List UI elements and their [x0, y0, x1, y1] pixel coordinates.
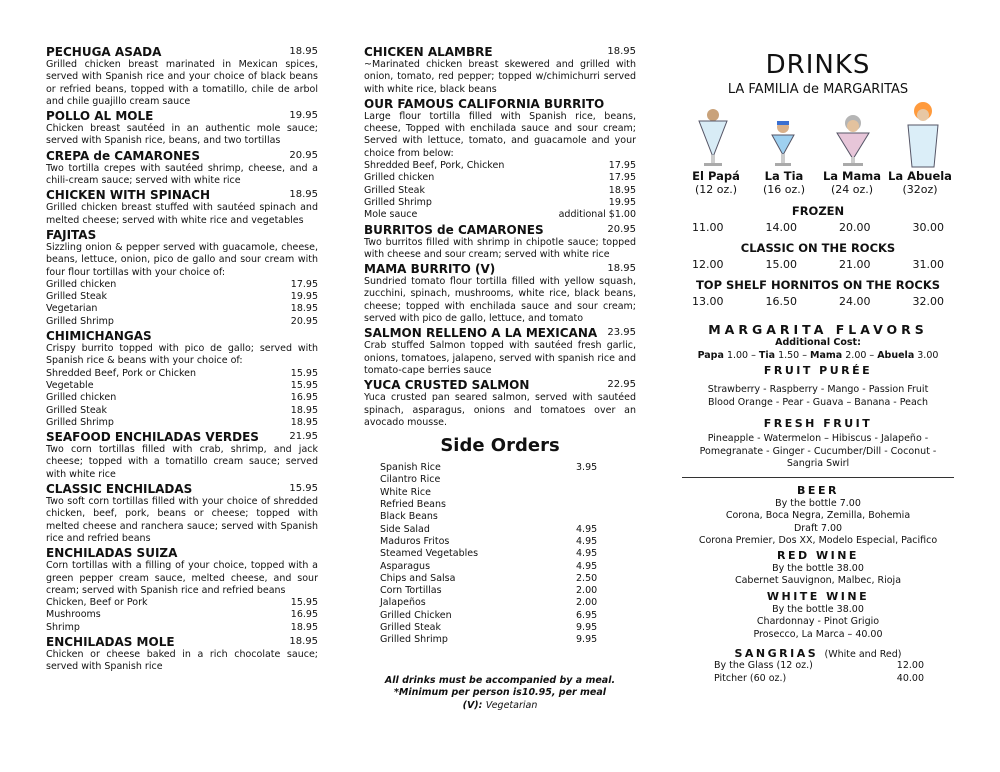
glass-size: [886, 169, 954, 197]
menu-item-name: CHICKEN ALAMBRE: [364, 45, 493, 59]
menu-item-price: 20.95: [607, 223, 636, 235]
menu-item-name: YUCA CRUSTED SALMON: [364, 378, 530, 393]
side-order-row: [380, 462, 616, 474]
menu-item-option: [46, 303, 318, 315]
side-orders-title: Side Orders: [440, 435, 560, 457]
menu-item-option: [46, 316, 318, 328]
glass-size-oz: (16 oz.): [762, 183, 806, 196]
fresh-line-1: Pineapple - Watermelon – Hibiscus - Jalapeño -: [707, 433, 929, 444]
option-price: 17.95: [608, 160, 636, 172]
additional-cost-price: 1.00: [726, 349, 749, 361]
option-label: Grilled Steak: [46, 291, 108, 303]
margarita-flavors-title: MARGARITA FLAVORS: [708, 322, 928, 337]
side-order-row: [380, 561, 616, 573]
menu-item-header: [46, 188, 318, 202]
tia-glass-icon: [758, 119, 808, 169]
beer-title: BEER: [797, 483, 839, 497]
menu-item-name: CREPA de CAMARONES: [46, 148, 200, 163]
menu-item-description: ~Marinated chicken breast skewered and grilled with onion, tomato, red pepper; topped w/chimichurri served with white rice, black beans: [364, 59, 636, 95]
option-label: Grilled chicken: [46, 392, 117, 404]
tier-price: 20.00: [839, 221, 871, 234]
menu-item-option: [46, 279, 318, 291]
side-order-row: [380, 524, 616, 536]
menu-item-name: SEAFOOD ENCHILADAS VERDES: [46, 430, 259, 445]
side-order-name: Chips and Salsa: [380, 572, 456, 584]
menu-item-price: 15.95: [289, 483, 318, 495]
option-price: 19.95: [290, 291, 318, 303]
red-line-1: By the bottle 38.00: [772, 562, 864, 574]
menu-item-description: Chicken or cheese baked in a rich chocolate sauce; served with Spanish rice: [46, 648, 318, 673]
beer-line-3: Draft 7.00: [793, 522, 843, 534]
menu-item-option: [46, 597, 318, 609]
menu-item-description: Large flour tortilla filled with Spanish rice, beans, cheese, Topped with enchilada sauce and sour cream; Served with lettuce, tomato, and guacamole and your choice from below:: [364, 110, 636, 159]
option-label: Grilled Steak: [46, 404, 108, 416]
note-minimum: *Minimum per person is10.95, per meal: [393, 687, 607, 699]
option-price: 18.95: [290, 404, 318, 416]
fresh-fruit-title: FRESH FRUIT: [763, 417, 873, 430]
menu-item-description: Two tortilla crepes with sautéed shrimp, cheese, and a chili-cream sauce; served with white rice: [46, 162, 318, 187]
tier-prices: [682, 258, 954, 271]
menu-item-name: ENCHILADAS SUIZA: [46, 546, 178, 561]
option-label: Shrimp: [46, 621, 80, 633]
menu-item-option: [46, 622, 318, 634]
side-order-price: [576, 511, 616, 523]
tier-label: FROZEN: [791, 204, 845, 218]
side-order-row: [380, 573, 616, 585]
menu-item-name: FAJITAS: [46, 227, 97, 242]
menu-item-price: 21.95: [289, 431, 318, 443]
menu-item-name: OUR FAMOUS CALIFORNIA BURRITO: [364, 96, 605, 111]
option-label: Grilled chicken: [46, 278, 117, 290]
side-order-row: [380, 474, 616, 486]
side-order-name: Cilantro Rice: [380, 474, 441, 486]
sangria-row: [682, 673, 954, 686]
margarita-glasses: [682, 101, 954, 169]
beer-line-1: By the bottle 7.00: [775, 497, 861, 509]
option-label: Grilled Shrimp: [46, 315, 114, 327]
option-label: Grilled Shrimp: [46, 416, 114, 428]
menu-item-name: SALMON RELLENO A LA MEXICANA: [364, 326, 598, 341]
tier-price: 16.50: [765, 295, 797, 308]
menu-item-option: [364, 197, 636, 209]
side-order-price: [576, 487, 616, 499]
option-price: 15.95: [290, 367, 318, 379]
sangria-prices: [682, 660, 954, 685]
glass-size: [750, 169, 818, 197]
sangria-row: [682, 660, 954, 673]
side-order-row: [380, 511, 616, 523]
puree-line-2: Blood Orange - Pear - Guava – Banana - Peach: [707, 396, 929, 408]
tier-price: 15.00: [765, 258, 797, 271]
drinks-subtitle: LA FAMILIA de MARGARITAS: [727, 82, 909, 97]
menu-item-header: [364, 326, 636, 340]
menu-item-name: POLLO AL MOLE: [46, 109, 154, 124]
glass-size-name: La Mama: [822, 169, 882, 183]
side-order-name: Spanish Rice: [380, 462, 441, 474]
option-price: 18.95: [290, 303, 318, 315]
menu-item-price: 19.95: [289, 110, 318, 122]
menu-item-description: Corn tortillas with a filling of your choice, topped with a green pepper cream sauce, melted cheese, and sour cream; served with Spanish rice and refried beans: [46, 560, 318, 596]
additional-cost-name: Abuela: [877, 349, 915, 361]
menu-item-option: [46, 380, 318, 392]
menu-item-header: [46, 546, 318, 560]
margarita-price-tiers: [682, 204, 954, 308]
option-price: 19.95: [608, 196, 636, 208]
tier-price: 24.00: [839, 295, 871, 308]
side-order-row: [380, 487, 616, 499]
menu-item-header: [364, 45, 636, 59]
option-price: 18.95: [290, 416, 318, 428]
side-order-price: [576, 474, 616, 486]
menu-item-name: ENCHILADAS MOLE: [46, 634, 175, 649]
option-label: Grilled Shrimp: [364, 196, 432, 208]
menu-item-option: [46, 609, 318, 621]
glass-size-name: La Abuela: [888, 169, 952, 183]
menu-notes: [364, 675, 636, 713]
beer-line-4: Corona Premier, Dos XX, Modelo Especial, Pacifico: [698, 535, 938, 546]
option-label: Mole sauce: [364, 209, 418, 221]
drinks-column: [682, 44, 954, 685]
glass-size: [818, 169, 886, 197]
menu-item-header: [364, 97, 636, 111]
side-order-name: Corn Tortillas: [380, 585, 442, 597]
option-label: Grilled Steak: [364, 184, 426, 196]
side-order-name: Maduros Fritos: [380, 535, 450, 547]
menu-item-description: Two burritos filled with shrimp in chipotle sauce; topped with cheese and sour cream; served with white rice: [364, 236, 636, 260]
menu-item-option: [46, 392, 318, 404]
sangria-price: 40.00: [896, 672, 924, 684]
menu-item-description: Grilled chicken breast stuffed with sautéed spinach and melted cheese; served with white rice and vegetables: [46, 202, 318, 226]
side-order-name: Jalapeños: [380, 597, 426, 609]
menu-item-description: Sundried tomato flour tortilla filled with yellow squash, zucchini, spinach, mushrooms, white rice, black beans, cheese; topped with enchilada sauce and sour cream; served with pico de gallo, lettuce, and tomato: [364, 276, 636, 325]
side-order-row: [380, 610, 616, 622]
red-line-2: Cabernet Sauvignon, Malbec, Rioja: [734, 575, 902, 586]
menu-item-header: [46, 228, 318, 242]
menu-item-description: Chicken breast sautéed in an authentic mole sauce; served with Spanish rice, beans, and two tortillas: [46, 123, 318, 147]
side-order-name: Black Beans: [380, 511, 438, 523]
additional-costs: Papa 1.00 – Tia 1.50 – Mama 2.00 – Abuela 3.00: [697, 349, 939, 361]
menu-item-price: 22.95: [607, 379, 636, 391]
side-order-row: [380, 622, 616, 634]
additional-cost-name: Tia: [758, 349, 776, 361]
option-price: 18.95: [608, 184, 636, 196]
side-order-price: 4.95: [576, 560, 598, 572]
menu-item-name: BURRITOS de CAMARONES: [364, 222, 544, 237]
additional-cost-name: Papa: [697, 349, 724, 361]
tier-price: 11.00: [692, 221, 724, 234]
tier-price: 14.00: [765, 221, 797, 234]
menu-item-header: [46, 109, 318, 123]
side-order-price: 4.95: [576, 535, 598, 547]
side-order-name: White Rice: [380, 486, 431, 498]
glass-size-oz: (24 oz.): [830, 183, 874, 196]
option-price: 15.95: [290, 597, 318, 609]
sangria-label: Pitcher (60 oz.): [714, 672, 787, 684]
sangria-price: 12.00: [896, 660, 924, 671]
entrees-list: [364, 45, 636, 429]
option-price: 20.95: [290, 315, 318, 327]
tier-price: 30.00: [912, 221, 944, 234]
side-order-name: Steamed Vegetables: [380, 548, 479, 560]
menu-item-name: CHICKEN WITH SPINACH: [46, 188, 211, 203]
tier-label: CLASSIC ON THE ROCKS: [740, 241, 896, 255]
tier-price: 31.00: [912, 258, 944, 271]
side-order-row: [380, 585, 616, 597]
tier-price: 21.00: [839, 258, 871, 271]
menu-item-price: 18.95: [289, 635, 318, 647]
menu-item-description: Sizzling onion & pepper served with guacamole, cheese, beans, lettuce, onion, pico de gallo and sour cream with four flour tortillas with your choice of:: [46, 241, 318, 278]
glass-size-name: El Papá: [692, 169, 740, 183]
menu-item-option: [364, 160, 636, 172]
additional-cost-price: 1.50: [778, 349, 800, 361]
menu-item-price: 23.95: [607, 327, 636, 339]
menu-item-name: PECHUGA ASADA: [46, 45, 162, 59]
menu-column-middle: [364, 44, 636, 712]
side-order-row: [380, 536, 616, 548]
side-order-name: Grilled Shrimp: [380, 634, 448, 646]
menu-item-option: [364, 209, 636, 221]
red-wine-title: RED WINE: [777, 548, 859, 562]
drinks-title: DRINKS: [765, 50, 871, 80]
option-price: 18.95: [290, 621, 318, 633]
menu-item-name: CHIMICHANGAS: [46, 329, 152, 344]
side-order-name: Grilled Steak: [380, 621, 442, 633]
glass-size: [682, 169, 750, 197]
side-order-price: 4.95: [576, 548, 598, 560]
menu-item-option: [46, 417, 318, 429]
menu-column-left: [46, 44, 318, 674]
menu-item-price: 18.95: [289, 189, 318, 201]
tier-price: 32.00: [912, 295, 944, 308]
glass-size-oz: (12 oz.): [694, 183, 738, 196]
option-price: 17.95: [290, 278, 318, 290]
side-order-price: 2.00: [576, 597, 598, 609]
menu-item-option: [46, 368, 318, 380]
additional-cost-price: 2.00: [845, 349, 867, 361]
divider: [682, 477, 954, 478]
note-vegetarian: (V): Vegetarian: [462, 699, 538, 711]
glass-sizes: [682, 169, 954, 197]
glass-size-oz: (32oz): [902, 183, 938, 196]
white-line-2: Chardonnay - Pinot Grigio: [756, 616, 880, 627]
option-price: 17.95: [608, 172, 636, 184]
menu-item-price: 18.95: [289, 46, 318, 57]
menu-item-option: [364, 185, 636, 197]
tier-price: 13.00: [692, 295, 724, 308]
side-order-row: [380, 548, 616, 560]
menu-item-description: Grilled chicken breast marinated in Mexican spices, served with Spanish rice and your choice of black beans or refried beans, topped with a tomatillo, chile de arbol and chile guajillo cream sauce: [46, 59, 318, 107]
menu-item-name: CLASSIC ENCHILADAS: [46, 482, 193, 497]
fresh-line-2: Pomegranate - Ginger - Cucumber/Dill - Coconut -: [699, 445, 937, 457]
menu-item-option: [46, 405, 318, 417]
side-order-name: Asparagus: [380, 560, 431, 572]
side-order-price: 2.50: [576, 572, 598, 584]
option-price: 15.95: [290, 379, 318, 391]
beer-line-2: Corona, Boca Negra, Zemilla, Bohemia: [725, 510, 911, 521]
option-label: Mushrooms: [46, 609, 101, 621]
sangria-label: By the Glass (12 oz.): [714, 660, 813, 671]
tier-label: TOP SHELF HORNITOS ON THE ROCKS: [695, 278, 941, 292]
side-order-price: 9.95: [576, 634, 598, 646]
menu-item-header: [46, 482, 318, 496]
papa-glass-icon: [688, 107, 738, 169]
menu-item-description: Yuca crusted pan seared salmon, served with sautéed spinach, asparagus, onions and tomatoes over an avocado mousse.: [364, 392, 636, 428]
option-label: Grilled chicken: [364, 172, 435, 184]
menu-item-description: Two corn tortillas filled with crab, shrimp, and jack cheese; topped with a tomatillo cream sauce; served with white rice: [46, 444, 318, 480]
side-orders-list: [364, 462, 636, 646]
option-label: Shredded Beef, Pork, Chicken: [364, 160, 505, 172]
side-order-name: Refried Beans: [380, 499, 446, 511]
side-order-row: [380, 597, 616, 609]
side-order-name: Side Salad: [380, 523, 430, 535]
note-drinks: All drinks must be accompanied by a meal.: [384, 674, 616, 686]
option-label: Vegetable: [46, 379, 94, 391]
glass-size-name: La Tia: [764, 169, 804, 183]
side-order-price: 3.95: [576, 462, 598, 474]
tier-prices: [682, 295, 954, 308]
option-label: Vegetarian: [46, 303, 98, 315]
abuela-glass-icon: [898, 101, 948, 169]
menu-item-description: Two soft corn tortillas filled with your choice of shredded chicken, beef, pork, beans or cheese; topped with melted cheese and ranchera sauce; served with Spanish rice and refried beans: [46, 496, 318, 544]
menu-item-option: [46, 291, 318, 303]
side-order-row: [380, 634, 616, 646]
menu-item-option: [364, 172, 636, 184]
menu-item-price: 18.95: [607, 46, 636, 57]
mama-glass-icon: [828, 113, 878, 169]
option-label: Shredded Beef, Pork or Chicken: [46, 367, 197, 379]
side-order-price: 6.95: [576, 609, 598, 621]
side-order-price: [576, 499, 616, 511]
menu-item-header: [46, 430, 318, 444]
option-price: 16.95: [290, 609, 318, 621]
tier-prices: [682, 221, 954, 234]
menu-item-price: 18.95: [607, 263, 636, 275]
menu-item-header: [46, 45, 318, 59]
menu-item-header: [46, 635, 318, 649]
puree-line-1: Strawberry - Raspberry - Mango - Passion Fruit: [707, 384, 929, 395]
menu-item-price: 20.95: [289, 149, 318, 161]
menu-item-description: Crab stuffed Salmon topped with sautéed fresh garlic, onions, tomatoes, jalapeno, served with spanish rice and tomato-cape berries sauce: [364, 340, 636, 376]
menu-item-header: [364, 262, 636, 276]
menu-item-header: [46, 149, 318, 163]
tier-price: 12.00: [692, 258, 724, 271]
side-order-price: 2.00: [576, 585, 598, 597]
option-label: Chicken, Beef or Pork: [46, 597, 148, 609]
white-line-3: Prosecco, La Marca – 40.00: [753, 628, 883, 640]
sangrias-title: SANGRIAS (White and Red): [734, 647, 902, 660]
additional-cost-price: 3.00: [917, 349, 939, 361]
fruit-puree-title: FRUIT PURÉE: [763, 364, 873, 377]
option-price: additional $1.00: [558, 209, 636, 221]
white-line-1: By the bottle 38.00: [772, 603, 864, 615]
menu-item-name: MAMA BURRITO (V): [364, 262, 496, 277]
menu-item-description: Crispy burrito topped with pico de gallo; served with Spanish rice & beans with your choice of:: [46, 343, 318, 367]
side-order-price: 9.95: [576, 621, 598, 633]
side-order-price: 4.95: [576, 523, 598, 535]
option-price: 16.95: [290, 392, 318, 404]
menu-item-header: [46, 329, 318, 343]
additional-cost-name: Mama: [810, 349, 843, 361]
menu-item-header: [364, 223, 636, 237]
fresh-line-3: Sangria Swirl: [786, 458, 850, 469]
menu-item-header: [364, 378, 636, 392]
side-order-name: Grilled Chicken: [380, 609, 452, 621]
white-wine-title: WHITE WINE: [766, 589, 870, 603]
side-order-row: [380, 499, 616, 511]
additional-cost-label: Additional Cost:: [775, 337, 861, 348]
